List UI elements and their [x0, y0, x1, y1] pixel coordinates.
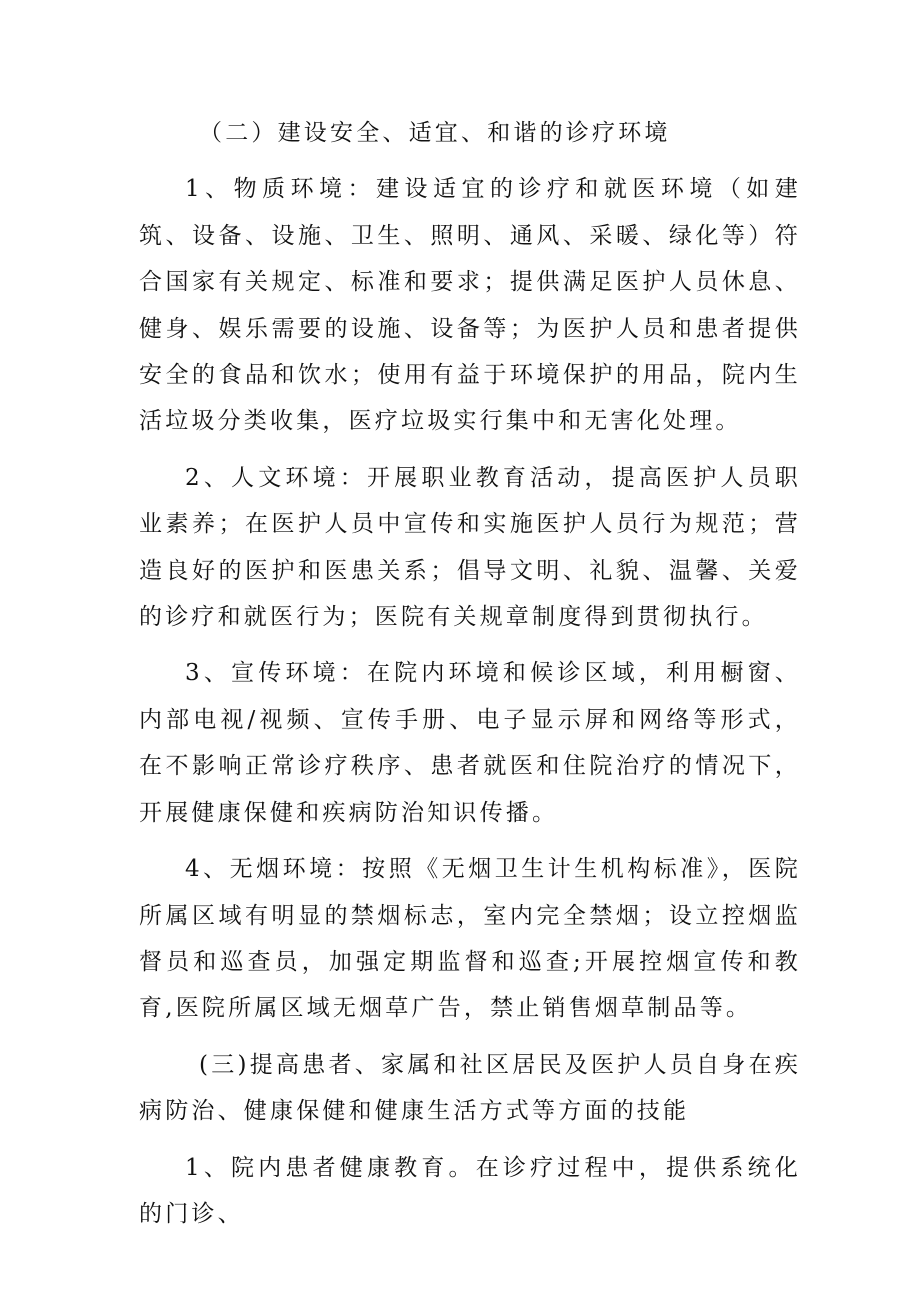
section-heading-2: （二）建设安全、适宜、和谐的诊疗环境 [199, 120, 671, 146]
paragraph-publicity-environment: 3、宣传环境：在院内环境和候诊区域，利用橱窗、内部电视/视频、宣传手册、电子显示屏和网络等形式，在不影响正常诊疗秩序、患者就医和住院治疗的情况下，开展健康保健和疾病防治知识传播。 [139, 660, 801, 826]
paragraph-physical-environment: 1、物质环境：建设适宜的诊疗和就医环境（如建筑、设备、设施、卫生、照明、通风、采暖、绿化等）符合国家有关规定、标准和要求；提供满足医护人员休息、健身、娱乐需要的设施、设备等；为医护人员和患者提供安全的食品和饮水；使用有益于环境保护的用品，院内生活垃圾分类收集，医疗垃圾实行集中和无害化处理。 [139, 176, 801, 435]
document-body [139, 110, 801, 1237]
paragraph-inpatient-health-education: 1、院内患者健康教育。在诊疗过程中，提供系统化的门诊、 [139, 1154, 801, 1227]
paragraph-humanistic-environment: 2、人文环境：开展职业教育活动，提高医护人员职业素养；在医护人员中宣传和实施医护人员行为规范；营造良好的医护和医患关系；倡导文明、礼貌、温馨、关爱的诊疗和就医行为；医院有关规章制度得到贯彻执行。 [139, 464, 801, 631]
section-heading-3: (三)提高患者、家属和社区居民及医护人员自身在疾病防治、健康保健和健康生活方式等方面的技能 [139, 1051, 801, 1125]
paragraph-smoke-free-environment: 4、无烟环境：按照《无烟卫生计生机构标准》，医院所属区域有明显的禁烟标志，室内完全禁烟；设立控烟监督员和巡查员，加强定期监督和巡查;开展控烟宣传和教育,医院所属区域无烟草广告，禁止销售烟草制品等。 [139, 856, 801, 1022]
